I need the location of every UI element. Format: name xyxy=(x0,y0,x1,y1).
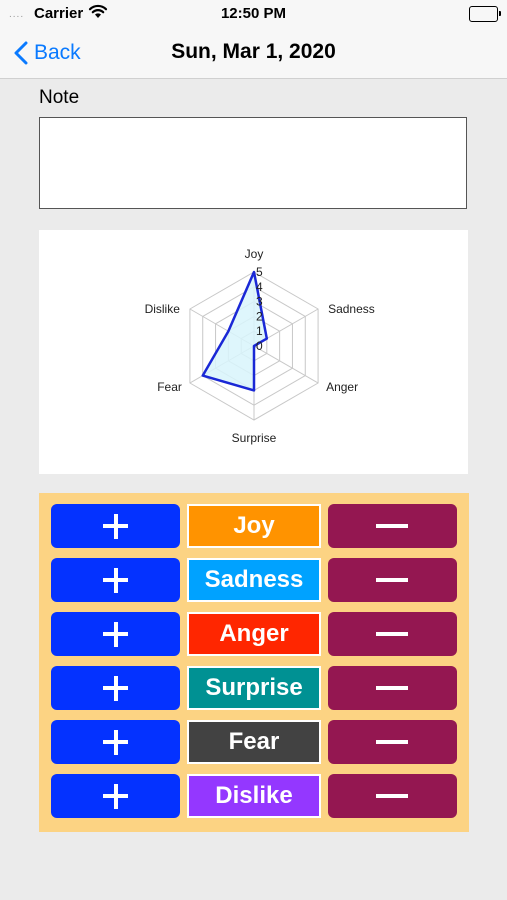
emotion-row-sadness xyxy=(39,558,469,602)
note-input[interactable] xyxy=(39,117,467,209)
increase-sadness-button[interactable] xyxy=(51,558,180,602)
emotion-row-joy xyxy=(39,504,469,548)
battery-icon xyxy=(469,6,498,22)
note-label: Note xyxy=(39,87,80,108)
emotion-label-anger: Anger xyxy=(187,612,321,656)
emotion-radar-chart xyxy=(39,230,468,474)
radar-axis-label-sadness: Sadness xyxy=(328,302,375,316)
increase-dislike-button[interactable] xyxy=(51,774,180,818)
emotion-label-joy: Joy xyxy=(187,504,321,548)
radar-tick-label: 2 xyxy=(256,309,263,324)
radar-tick-label: 4 xyxy=(256,279,263,294)
radar-axis-label-anger: Anger xyxy=(326,380,359,394)
status-bar xyxy=(0,0,507,28)
decrease-surprise-button[interactable] xyxy=(328,666,457,710)
emotion-label-fear: Fear xyxy=(187,720,321,764)
emotion-label-dislike: Dislike xyxy=(187,774,321,818)
decrease-dislike-button[interactable] xyxy=(328,774,457,818)
carrier-label: Carrier xyxy=(34,5,84,22)
radar-axis-label-surprise: Surprise xyxy=(231,431,277,445)
radar-tick-label: 5 xyxy=(256,265,263,279)
increase-joy-button[interactable] xyxy=(51,504,180,548)
emotion-row-surprise xyxy=(39,666,469,710)
radar-tick-label: 3 xyxy=(256,294,263,309)
increase-surprise-button[interactable] xyxy=(51,666,180,710)
emotion-row-anger xyxy=(39,612,469,656)
radar-tick-label: 1 xyxy=(256,324,263,339)
signal-indicator: .... xyxy=(9,9,25,20)
status-time: 12:50 PM xyxy=(220,5,287,22)
increase-fear-button[interactable] xyxy=(51,720,180,764)
emotion-row-fear xyxy=(39,720,469,764)
radar-tick-label: 0 xyxy=(256,339,263,353)
radar-axis-label-fear: Fear xyxy=(157,380,182,394)
decrease-sadness-button[interactable] xyxy=(328,558,457,602)
back-label: Back xyxy=(34,41,81,64)
decrease-fear-button[interactable] xyxy=(328,720,457,764)
navigation-bar xyxy=(0,28,507,79)
emotion-label-sadness: Sadness xyxy=(187,558,321,602)
decrease-joy-button[interactable] xyxy=(328,504,457,548)
radar-spoke xyxy=(254,346,318,383)
radar-chart-svg xyxy=(39,230,468,474)
radar-axis-label-joy: Joy xyxy=(244,247,264,261)
emotion-label-surprise: Surprise xyxy=(187,666,321,710)
radar-axis-label-dislike: Dislike xyxy=(144,302,180,316)
page-title: Sun, Mar 1, 2020 xyxy=(171,40,336,63)
emotion-row-dislike xyxy=(39,774,469,818)
emotion-controls-panel xyxy=(39,493,469,832)
decrease-anger-button[interactable] xyxy=(328,612,457,656)
increase-anger-button[interactable] xyxy=(51,612,180,656)
